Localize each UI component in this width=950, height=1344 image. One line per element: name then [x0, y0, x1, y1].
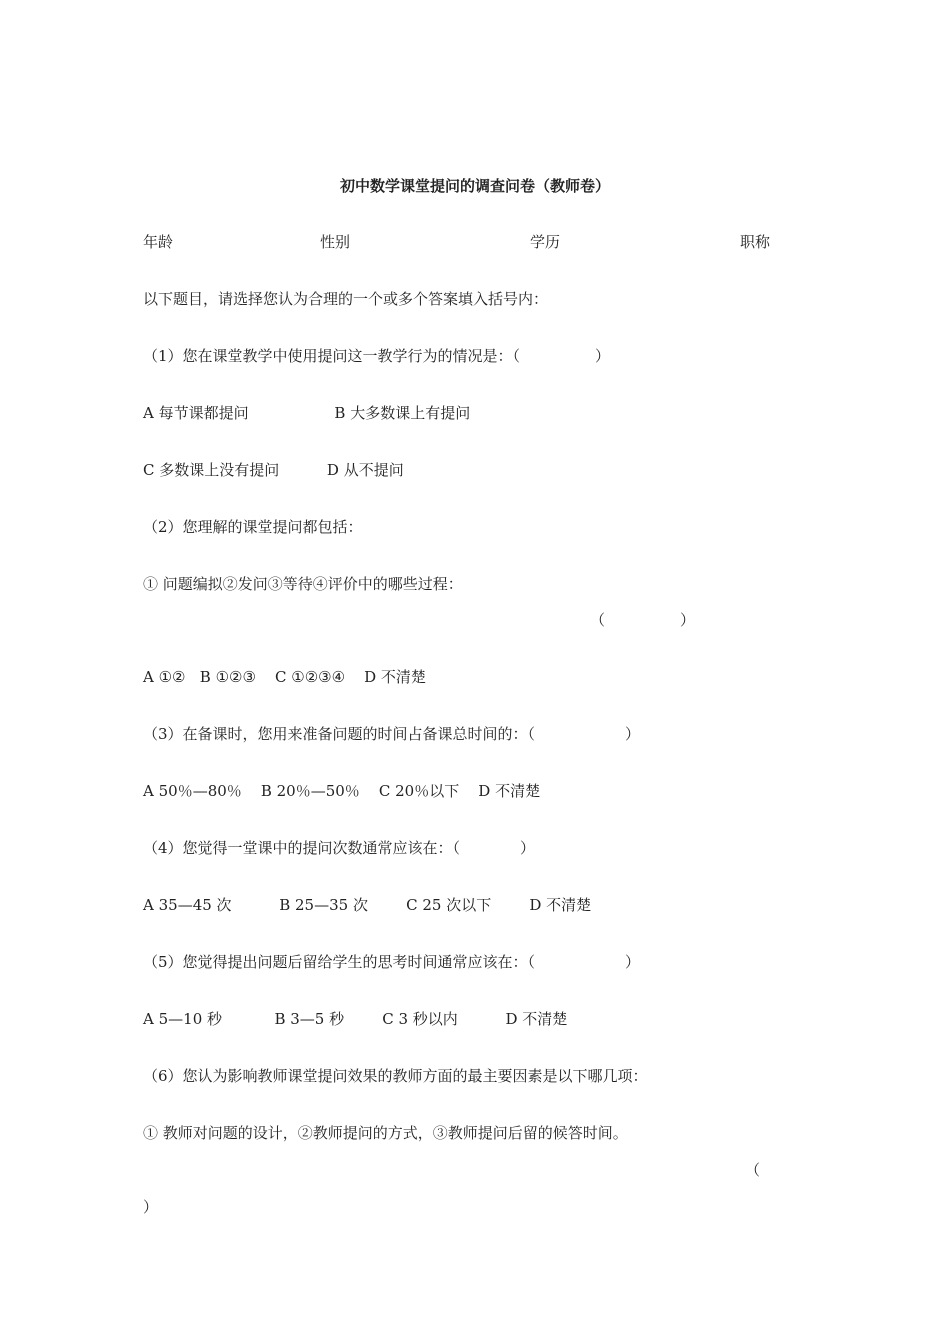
info-field-title: 职称: [740, 233, 771, 251]
question-5-options: A 5—10 秒 B 3—5 秒 C 3 秒以内 D 不清楚: [143, 1010, 568, 1028]
question-3-options: A 50％—80％ B 20％—50％ C 20％以下 D 不清楚: [143, 782, 541, 800]
question-6: （6）您认为影响教师课堂提问效果的教师方面的最主要因素是以下哪几项：: [143, 1067, 648, 1085]
question-1-options-cd: C 多数课上没有提问 D 从不提问: [143, 461, 404, 479]
info-field-gender: 性别: [320, 233, 351, 251]
question-2-answer-blank: （ ）: [590, 611, 696, 629]
question-1-options-ab: A 每节课都提问 B 大多数课上有提问: [143, 404, 471, 422]
info-field-age: 年龄: [143, 233, 174, 251]
question-6-paren-open: （: [745, 1161, 761, 1179]
question-1: （1）您在课堂教学中使用提问这一教学行为的情况是：（ ）: [143, 347, 611, 365]
question-3: （3）在备课时，您用来准备问题的时间占备课总时间的：（ ）: [143, 725, 641, 743]
question-6-subtext: ① 教师对问题的设计，②教师提问的方式，③教师提问后留的候答时间。: [143, 1124, 628, 1142]
question-2-options: A ①② B ①②③ C ①②③④ D 不清楚: [143, 668, 426, 686]
instruction-text: 以下题目，请选择您认为合理的一个或多个答案填入括号内：: [143, 290, 549, 308]
info-field-education: 学历: [530, 233, 561, 251]
question-2: （2）您理解的课堂提问都包括：: [143, 518, 363, 536]
question-4-options: A 35—45 次 B 25—35 次 C 25 次以下 D 不清楚: [143, 896, 592, 914]
question-2-subtext: ① 问题编拟②发问③等待④评价中的哪些过程：: [143, 575, 463, 593]
question-5: （5）您觉得提出问题后留给学生的思考时间通常应该在：（ ）: [143, 953, 641, 971]
question-4: （4）您觉得一堂课中的提问次数通常应该在：（ ）: [143, 839, 536, 857]
document-title: 初中数学课堂提问的调查问卷（教师卷）: [339, 177, 610, 195]
question-6-paren-close: ）: [143, 1198, 159, 1216]
